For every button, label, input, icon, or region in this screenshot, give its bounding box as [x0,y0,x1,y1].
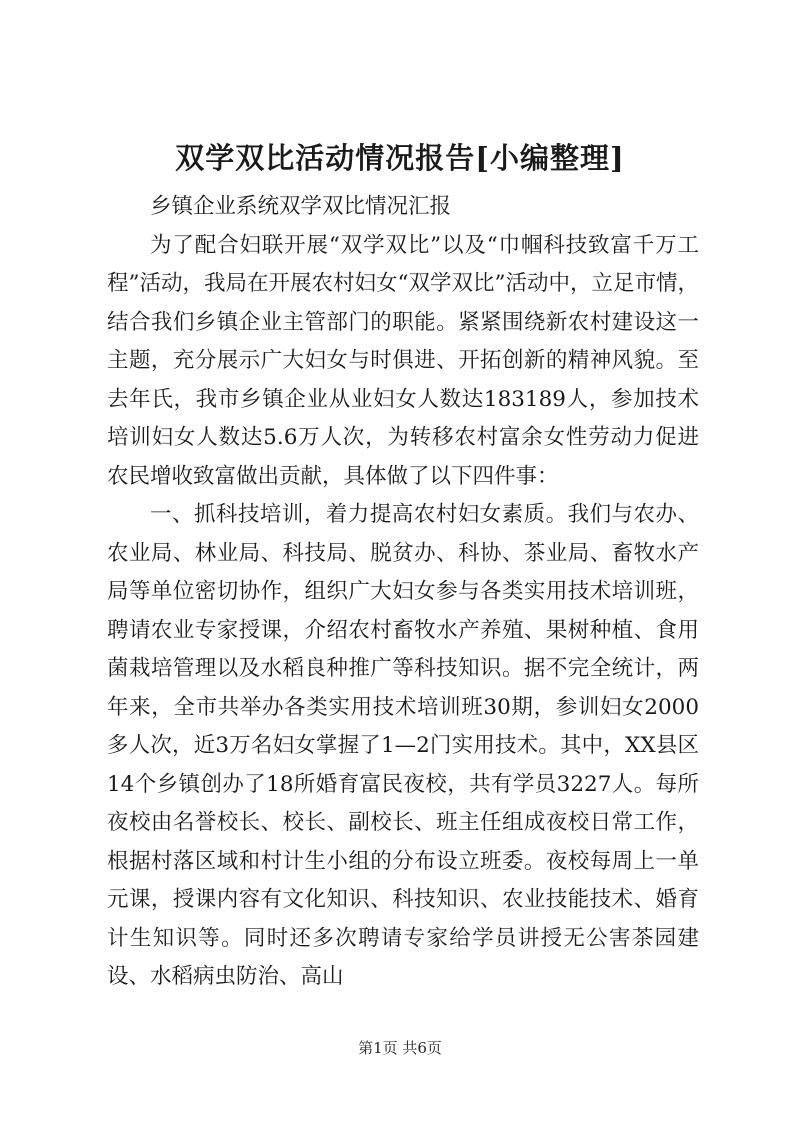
paragraph-section-one: 一、抓科技培训，着力提高农村妇女素质。我们与农办、农业局、林业局、科技局、脱贫办、科协、茶业局、畜牧水产局等单位密切协作，组织广大妇女参与各类实用技术培训班，聘请农业专家授课，介绍农村畜牧水产养殖、果树种植、食用菌栽培管理以及水稻良种推广等科技知识。据不完全统计，两年来，全市共举办各类实用技术培训班30期，参训妇女2000多人次，近3万名妇女掌握了1—2门实用技术。其中，XX县区14个乡镇创办了18所婚育富民夜校，共有学员3227人。每所夜校由名誉校长、校长、副校长、班主任组成夜校日常工作，根据村落区域和村计生小组的分布设立班委。夜校每周上一单元课，授课内容有文化知识、科技知识、农业技能技术、婚育计生知识等。同时还多次聘请专家给学员讲授无公害茶园建设、水稻病虫防治、高山 [107,502,699,989]
document-title: 双学双比活动情况报告[小编整理] [175,141,625,175]
page-indicator: 第1页 共6页 [358,1039,442,1057]
document-body [107,188,699,997]
paragraph-intro: 为了配合妇联开展“双学双比”以及“巾帼科技致富千万工程”活动，我局在开展农村妇女“双学双比”活动中，立足市情，结合我们乡镇企业主管部门的职能。紧紧围绕新农村建设这一主题，充分展示广大妇女与时俱进、开拓创新的精神风貌。至去年氏，我市乡镇企业从业妇女人数达183189人，参加技术培训妇女人数达5.6万人次，为转移农村富余女性劳动力促进农民增收致富做出贡献，具体做了以下四件事： [107,232,699,489]
paragraph-subtitle: 乡镇企业系统双学双比情况汇报 [150,194,452,219]
